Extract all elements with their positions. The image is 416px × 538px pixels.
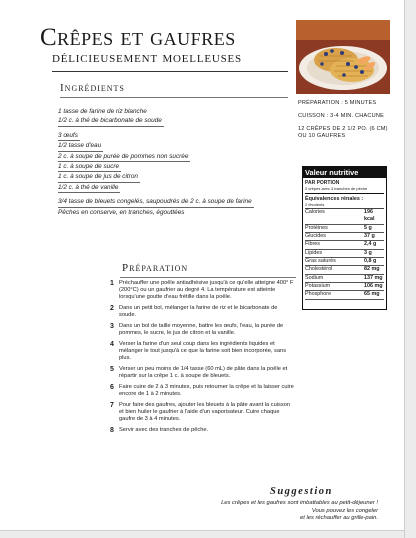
nutrient-label: Glucides	[305, 233, 326, 240]
nutrition-row	[305, 291, 384, 299]
nutrient-label: Potassium	[305, 283, 331, 290]
nutrition-row	[305, 258, 384, 266]
step-number: 7	[110, 401, 114, 409]
recipe-meta	[298, 100, 398, 146]
ingredient-item: 3/4 tasse de bleuets congelés, saupoudrés de 2 c. à soupe de farine	[58, 197, 254, 207]
preparation-step	[110, 366, 310, 380]
step-number: 3	[110, 323, 114, 331]
preparation-step	[110, 402, 310, 424]
nutrient-label: Fibres	[305, 241, 320, 248]
ingredients-list	[58, 107, 294, 217]
step-number: 5	[110, 366, 114, 374]
ingredient-item: Pêches en conserve, en tranches, égouttées	[58, 208, 185, 216]
nutrient-value: 65 mg	[364, 291, 380, 298]
ingredient-item: 1/2 tasse d'eau	[58, 141, 103, 151]
nutrient-label: Lipides	[305, 249, 323, 256]
nutrition-row	[305, 283, 384, 291]
preparation-step	[110, 384, 310, 398]
ingredients-divider	[60, 97, 288, 98]
ingredient-item: 3 œufs	[58, 131, 80, 141]
suggestion-heading: Suggestion	[270, 486, 333, 497]
suggestion-line: Les crêpes et les gaufres sont imbattables au petit-déjeuner !	[221, 500, 378, 506]
nutrient-label: Gras saturés	[305, 258, 336, 265]
ingredient-item: 2 c. à soupe de purée de pommes non sucrée	[58, 152, 190, 162]
nutrient-value: 82 mg	[364, 266, 380, 273]
nutrition-row	[305, 233, 384, 241]
nutrient-label: Phosphore	[305, 291, 332, 298]
cooking-time: CUISSON : 3-4 MIN. CHACUNE	[298, 113, 385, 119]
suggestion-line: et les réchauffer au grille-pain.	[300, 515, 378, 522]
ingredient-item: 1 tasse de farine de riz blanche	[58, 108, 147, 115]
nutrient-label: Cholestérol	[305, 266, 333, 273]
preparation-step	[110, 427, 310, 434]
nutrition-row	[305, 275, 384, 283]
waffles-blueberries-photo	[296, 20, 390, 94]
step-text: Préchauffer une poêle antiadhésive jusqu'à ce qu'elle atteigne 400° F (200°C) ou un gaufrier au degré 4. La température est atteinte lorsqu'une goutte d'eau frétille dans la poêle.	[119, 280, 294, 301]
recipe-yield: 12 CRÊPES DE 2 1/2 PO. (6 CM) OU 10 GAUFRES	[298, 126, 388, 139]
nutrition-rows	[305, 209, 384, 300]
equivalences-value: 2 féculents	[305, 202, 384, 209]
preparation-step	[110, 305, 310, 319]
nutrition-facts-panel	[302, 166, 387, 310]
nutrient-value: 106 mg	[364, 283, 383, 290]
nutrition-row	[305, 241, 384, 249]
nutrient-label: Calories	[305, 209, 325, 215]
page-title: Crêpes et gaufres	[40, 24, 236, 51]
ingredient-item: 1/2 c. à thé de bicarbonate de soude	[58, 116, 164, 126]
suggestion-text	[158, 500, 378, 523]
step-number: 2	[110, 305, 114, 313]
nutrient-label: Sodium	[305, 274, 324, 281]
preparation-divider	[120, 277, 296, 278]
nutrient-value: 3 g	[364, 249, 372, 256]
nutrition-row	[305, 225, 384, 233]
page-edge-bottom	[0, 530, 404, 538]
nutrient-value: 196 kcal	[364, 209, 375, 223]
step-text: Dans un bol de taille moyenne, battre les œufs, l'eau, la purée de pommes, le sucre, le jus de citron et la vanille.	[119, 323, 284, 337]
page-edge-right	[404, 0, 416, 538]
nutrient-value: 5 g	[364, 224, 372, 231]
step-text: Verser la farine d'un seul coup dans les ingrédients liquides et mélanger le tout jusqu'à ce que la farine soit bien incorporée, sans plus.	[119, 340, 287, 362]
nutrition-row	[305, 266, 384, 274]
step-text: Servir avec des tranches de pêche.	[119, 426, 209, 433]
preparation-steps	[110, 280, 310, 438]
step-number: 6	[110, 383, 114, 391]
nutrition-row	[305, 209, 384, 225]
nutrition-title: Valeur nutritive	[303, 167, 386, 178]
nutrient-value: 2,4 g	[364, 241, 377, 248]
equivalences-label: Équivalences rénales :	[305, 196, 364, 202]
ingredient-item: 1 c. à soupe de sucre	[58, 162, 121, 172]
ingredient-item: 1/2 c. à thé de vanille	[58, 183, 120, 193]
ingredient-item: 1 c. à soupe de jus de citron	[58, 172, 140, 182]
step-text: Pour faire des gaufres, ajouter les bleuets à la pâte avant la cuisson et bien huiler le gaufrier à l'aide d'un vaporisateur. Cuire chaque gaufre de 3 à 4 minutes.	[119, 401, 291, 423]
per-portion-desc: 2 crêpes avec 3 tranches de pêche	[305, 186, 384, 194]
step-number: 1	[110, 280, 114, 287]
step-text: Dans un petit bol, mélanger la farine de riz et le bicarbonate de soude.	[119, 305, 278, 319]
nutrient-value: 0,8 g	[364, 258, 377, 265]
preparation-step	[110, 280, 310, 302]
preparation-heading: Préparation	[122, 262, 189, 274]
step-text: Verser un peu moins de 1/4 tasse (60 mL) de pâte dans la poêle et répartir sur la crêpe 1 c. à soupe de bleuets.	[119, 366, 288, 380]
preparation-time: PRÉPARATION : 5 MINUTES	[298, 100, 377, 106]
title-divider	[52, 71, 288, 72]
nutrition-row	[305, 250, 384, 258]
preparation-step	[110, 323, 310, 337]
step-number: 4	[110, 340, 114, 348]
per-portion-label: PAR PORTION	[305, 180, 340, 186]
step-text: Faire cuire de 2 à 3 minutes, puis retourner la crêpe et la laisser cuire encore de 1 à 2 minutes.	[119, 383, 294, 398]
nutrient-label: Protéines	[305, 224, 328, 231]
nutrient-value: 137 mg	[364, 274, 383, 281]
nutrient-value: 37 g	[364, 233, 375, 240]
ingredients-heading: Ingrédients	[60, 82, 125, 94]
preparation-step	[110, 341, 310, 363]
suggestion-line: Vous pouvez les congeler	[311, 507, 378, 514]
page-subtitle: délicieusement moelleuses	[52, 50, 242, 66]
step-number: 8	[110, 426, 114, 434]
